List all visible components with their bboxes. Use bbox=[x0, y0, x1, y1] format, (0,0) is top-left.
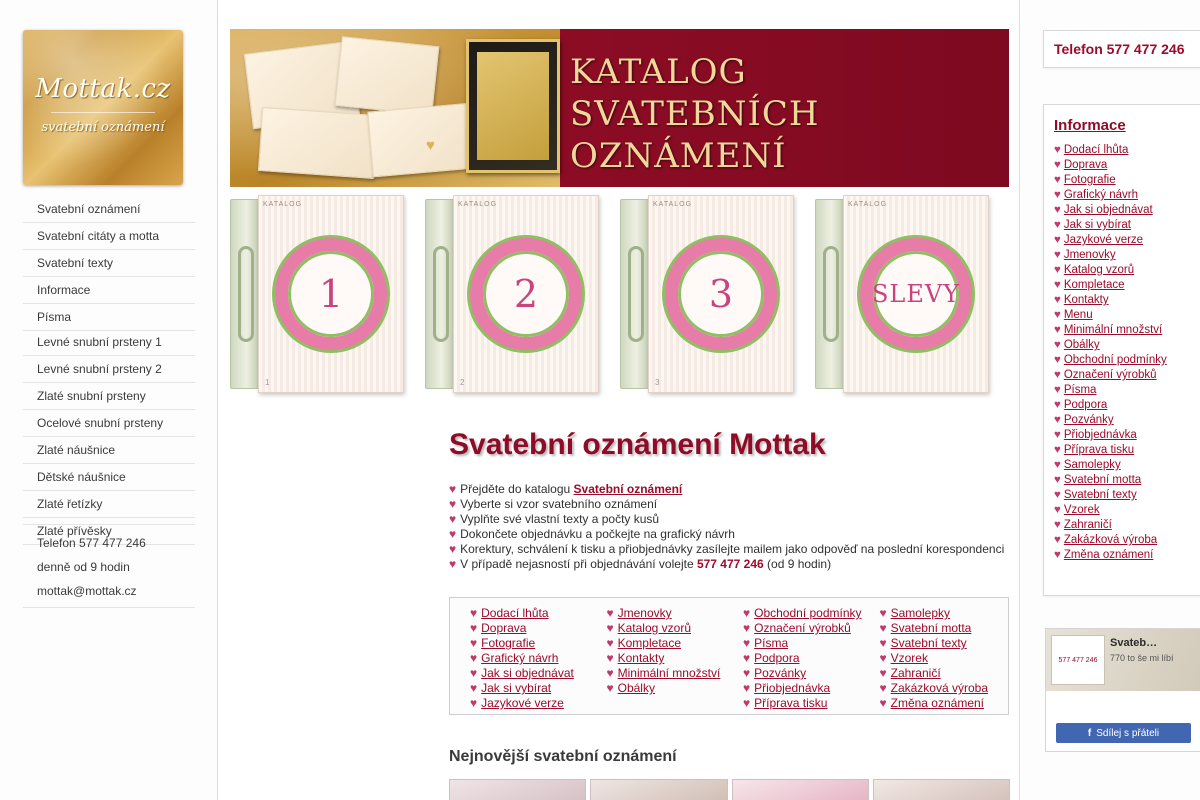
list-item bbox=[1054, 158, 1200, 173]
heart-icon: ♥ bbox=[606, 651, 614, 665]
main-content bbox=[219, 0, 1020, 800]
list-item bbox=[1054, 503, 1200, 518]
info-link-samolepky[interactable]: Samolepky bbox=[1063, 459, 1121, 471]
information-panel bbox=[1043, 104, 1200, 596]
sidebar-item-zlate-prsteny[interactable]: Zlaté snubní prsteny bbox=[23, 383, 195, 410]
phone-banner bbox=[1043, 30, 1200, 68]
heart-icon: ♥ bbox=[449, 512, 457, 526]
heart-icon: ♥ bbox=[1054, 279, 1061, 291]
link-kompletace[interactable]: Kompletace bbox=[617, 636, 681, 650]
list-item bbox=[1054, 413, 1200, 428]
list-item bbox=[449, 527, 1009, 542]
heart-icon: ♥ bbox=[1054, 369, 1061, 381]
logo-primary-text: Mottak.cz bbox=[35, 74, 171, 104]
heart-icon: ♥ bbox=[1054, 549, 1061, 561]
catalog-corner-number: 1 bbox=[265, 378, 270, 387]
info-link-priobjednavka[interactable]: Přiobjednávka bbox=[1063, 429, 1137, 441]
catalog-label: KATALOG bbox=[653, 201, 693, 208]
bullet-text: V případě nejasností při objednávání volejte bbox=[460, 557, 697, 571]
heart-icon: ♥ bbox=[449, 497, 457, 511]
list-item bbox=[449, 542, 1009, 557]
heart-icon: ♥ bbox=[1054, 294, 1061, 306]
catalog-number: 3 bbox=[708, 272, 734, 316]
list-item bbox=[449, 482, 1009, 497]
list-item bbox=[470, 651, 593, 666]
heart-icon: ♥ bbox=[1054, 384, 1061, 396]
sidebar-item-detske-nausnice[interactable]: Dětské náušnice bbox=[23, 464, 195, 491]
list-item bbox=[470, 636, 593, 651]
catalog-corner-number: 2 bbox=[460, 378, 465, 387]
heart-icon: ♥ bbox=[1054, 429, 1061, 441]
heart-icon: ♥ bbox=[470, 696, 478, 710]
product-thumbnail[interactable] bbox=[732, 779, 869, 800]
catalog-number: 1 bbox=[318, 272, 344, 316]
contact-phone-inline: 577 477 246 bbox=[696, 557, 764, 571]
link-pozvanky[interactable]: Pozvánky bbox=[754, 666, 807, 680]
heart-icon: ♥ bbox=[449, 557, 457, 571]
product-thumbnail[interactable] bbox=[873, 779, 1010, 800]
heart-icon: ♥ bbox=[743, 651, 751, 665]
info-link-jazykove-verze[interactable]: Jazykové verze bbox=[1063, 234, 1144, 246]
list-item bbox=[1054, 518, 1200, 533]
heart-icon: ♥ bbox=[879, 606, 887, 620]
list-item bbox=[1054, 398, 1200, 413]
info-link-minimalni-mnozstvi[interactable]: Minimální množství bbox=[1063, 324, 1163, 336]
information-panel-header: Informace bbox=[1054, 117, 1126, 134]
link-svatebni-texty[interactable]: Svatební texty bbox=[890, 636, 967, 650]
catalog-corner-number: 3 bbox=[655, 378, 660, 387]
heart-icon: ♥ bbox=[879, 666, 887, 680]
facebook-like-count: 770 to še mi líbí bbox=[1110, 653, 1174, 663]
list-item bbox=[1054, 323, 1200, 338]
sidebar-main-nav bbox=[23, 196, 195, 331]
heart-icon: ♥ bbox=[1054, 174, 1061, 186]
heart-icon: ♥ bbox=[1054, 204, 1061, 216]
catalog-book-2[interactable] bbox=[425, 195, 599, 393]
sidebar-item-zlate-privesky[interactable]: Zlaté přívěsky bbox=[23, 518, 195, 545]
heart-icon: ♥ bbox=[1054, 489, 1061, 501]
list-item bbox=[470, 681, 593, 696]
list-item bbox=[880, 681, 1003, 696]
book-spine bbox=[815, 199, 845, 389]
heart-icon: ♥ bbox=[449, 542, 457, 556]
list-item bbox=[449, 497, 1009, 512]
list-item bbox=[743, 666, 866, 681]
heart-icon: ♥ bbox=[879, 636, 887, 650]
bullet-text: Přejděte do katalogu bbox=[460, 482, 574, 496]
list-item bbox=[607, 621, 730, 636]
book-handle bbox=[238, 246, 254, 342]
heart-icon: ♥ bbox=[743, 666, 751, 680]
page-title: Svatební oznámení Mottak bbox=[449, 428, 826, 461]
link-jmenovky[interactable]: Jmenovky bbox=[617, 606, 672, 620]
info-link-dodaci-lhuta[interactable]: Dodací lhůta bbox=[1063, 144, 1129, 156]
heart-icon: ♥ bbox=[606, 621, 614, 635]
list-item bbox=[1054, 383, 1200, 398]
left-sidebar bbox=[0, 0, 218, 800]
list-item bbox=[1054, 488, 1200, 503]
sidebar-item-pisma[interactable]: Písma bbox=[23, 304, 195, 331]
sidebar-phone: Telefon 577 477 246 bbox=[37, 536, 146, 550]
list-item bbox=[1054, 338, 1200, 353]
facebook-icon: f bbox=[1087, 727, 1092, 739]
heart-icon: ♥ bbox=[606, 666, 614, 680]
info-link-jak-si-objednavat[interactable]: Jak si objednávat bbox=[1063, 204, 1153, 216]
list-item bbox=[743, 621, 866, 636]
list-item bbox=[880, 651, 1003, 666]
list-item bbox=[743, 651, 866, 666]
sidebar-item-zlate-retizky[interactable]: Zlaté řetízky bbox=[23, 491, 195, 518]
site-logo[interactable] bbox=[23, 30, 183, 185]
catalog-number: SLEVY bbox=[871, 280, 961, 308]
link-dodaci-lhuta[interactable]: Dodací lhůta bbox=[481, 606, 549, 620]
list-item bbox=[743, 696, 866, 711]
link-samolepky[interactable]: Samolepky bbox=[890, 606, 950, 620]
logo-divider bbox=[51, 112, 155, 113]
list-item bbox=[1054, 218, 1200, 233]
sidebar-contact-block bbox=[23, 524, 195, 608]
info-link-jak-si-vybirat[interactable]: Jak si vybírat bbox=[1063, 219, 1131, 231]
floral-wreath-decoration bbox=[470, 238, 582, 350]
sidebar-item-zlate-nausnice[interactable]: Zlaté náušnice bbox=[23, 437, 195, 464]
list-item bbox=[1054, 293, 1200, 308]
book-cover bbox=[453, 195, 599, 393]
book-cover bbox=[258, 195, 404, 393]
list-item bbox=[1054, 443, 1200, 458]
sidebar-item-levne-prsteny-1[interactable]: Levné snubní prsteny 1 bbox=[23, 329, 195, 356]
heart-icon: ♥ bbox=[1054, 324, 1061, 336]
floral-wreath-decoration bbox=[665, 238, 777, 350]
facebook-page-widget[interactable] bbox=[1045, 628, 1200, 752]
sidebar-item-citaty-motta[interactable]: Svatební citáty a motta bbox=[23, 223, 195, 250]
sidebar-item-svatebni-oznameni[interactable]: Svatební oznámení bbox=[23, 196, 195, 223]
bullet-text: Korektury, schválení k tisku a přiobjednávky zasílejte mailem jako odpověď na poslední korespondenci bbox=[460, 542, 1005, 556]
book-handle bbox=[823, 246, 839, 342]
bullet-text: Vyplňte své vlastní texty a počty kusů bbox=[460, 512, 660, 526]
list-item bbox=[1054, 428, 1200, 443]
info-link-fotografie[interactable]: Fotografie bbox=[1063, 174, 1116, 186]
link-minimalni-mnozstvi[interactable]: Minimální množství bbox=[617, 666, 721, 680]
link-column-1 bbox=[456, 606, 593, 711]
link-graficky-navrh[interactable]: Grafický návrh bbox=[481, 651, 559, 665]
info-link-podpora[interactable]: Podpora bbox=[1063, 399, 1108, 411]
facebook-page-name: Svateb… bbox=[1110, 637, 1158, 649]
info-link-doprava[interactable]: Doprava bbox=[1063, 159, 1108, 171]
heart-icon: ♥ bbox=[1054, 309, 1061, 321]
heart-icon: ♥ bbox=[1054, 459, 1061, 471]
link-oznaceni-vyrobku[interactable]: Označení výrobků bbox=[754, 621, 851, 635]
list-item bbox=[1054, 263, 1200, 278]
heart-icon: ♥ bbox=[449, 482, 457, 496]
info-link-pisma[interactable]: Písma bbox=[1063, 384, 1097, 396]
list-item bbox=[1054, 203, 1200, 218]
heart-icon: ♥ bbox=[1054, 534, 1061, 546]
info-link-obchodni-podminky[interactable]: Obchodní podmínky bbox=[1063, 354, 1167, 366]
info-link-priprava-tisku[interactable]: Příprava tisku bbox=[1063, 444, 1135, 456]
logo-secondary-text: svatební oznámení bbox=[41, 120, 165, 135]
info-link-oznaceni-vyrobku[interactable]: Označení výrobků bbox=[1063, 369, 1157, 381]
invitation-card-decoration bbox=[335, 36, 440, 116]
heart-icon: ♥ bbox=[606, 606, 614, 620]
heart-icon: ♥ bbox=[449, 527, 457, 541]
list-item bbox=[1054, 248, 1200, 263]
link-svatebni-oznameni[interactable]: Svatební oznámení bbox=[573, 482, 683, 496]
heart-icon: ♥ bbox=[470, 666, 478, 680]
info-link-svatebni-texty[interactable]: Svatební texty bbox=[1063, 489, 1137, 501]
link-column-2 bbox=[593, 606, 730, 711]
heart-icon: ♥ bbox=[1054, 474, 1061, 486]
list-item bbox=[607, 651, 730, 666]
heart-icon: ♥ bbox=[606, 636, 614, 650]
section-heading-newest: Nejnovější svatební oznámení bbox=[449, 748, 677, 765]
floral-wreath-decoration bbox=[275, 238, 387, 350]
catalog-book-slevy[interactable] bbox=[815, 195, 989, 393]
list-item bbox=[1054, 278, 1200, 293]
heart-icon: ♥ bbox=[743, 606, 751, 620]
link-doprava[interactable]: Doprava bbox=[481, 621, 527, 635]
facebook-share-button[interactable] bbox=[1056, 723, 1191, 743]
link-svatebni-motta[interactable]: Svatební motta bbox=[890, 621, 972, 635]
link-zahranici[interactable]: Zahraničí bbox=[890, 666, 941, 680]
info-link-zmena-oznameni[interactable]: Změna oznámení bbox=[1063, 549, 1154, 561]
book-cover bbox=[648, 195, 794, 393]
link-obchodni-podminky[interactable]: Obchodní podmínky bbox=[754, 606, 862, 620]
link-zmena-oznameni[interactable]: Změna oznámení bbox=[890, 696, 985, 710]
link-katalog-vzoru[interactable]: Katalog vzorů bbox=[617, 621, 692, 635]
list-item bbox=[607, 636, 730, 651]
heart-icon: ♥ bbox=[1054, 144, 1061, 156]
banner-title-line-1: KATALOG bbox=[570, 52, 747, 92]
catalog-label: KATALOG bbox=[848, 201, 888, 208]
heart-icon: ♥ bbox=[1054, 399, 1061, 411]
list-item bbox=[1054, 143, 1200, 158]
info-link-pozvanky[interactable]: Pozvánky bbox=[1063, 414, 1114, 426]
catalog-book-3[interactable] bbox=[620, 195, 794, 393]
heart-icon: ♥ bbox=[879, 696, 887, 710]
facebook-badge-phone: 577 477 246 bbox=[1058, 656, 1098, 664]
heart-icon: ♥ bbox=[743, 681, 751, 695]
info-link-zahranici[interactable]: Zahraničí bbox=[1063, 519, 1112, 531]
link-fotografie[interactable]: Fotografie bbox=[481, 636, 536, 650]
sidebar-item-svatebni-texty[interactable]: Svatební texty bbox=[23, 250, 195, 277]
sidebar-hours: denně od 9 hodin bbox=[37, 560, 130, 574]
heart-icon: ♥ bbox=[1054, 504, 1061, 516]
list-item bbox=[470, 696, 593, 711]
info-link-kontakty[interactable]: Kontakty bbox=[1063, 294, 1109, 306]
list-item bbox=[1054, 473, 1200, 488]
list-item bbox=[1054, 353, 1200, 368]
list-item bbox=[470, 621, 593, 636]
link-jak-si-vybirat[interactable]: Jak si vybírat bbox=[481, 681, 552, 695]
heart-icon: ♥ bbox=[426, 137, 435, 154]
catalog-book-1[interactable] bbox=[230, 195, 404, 393]
list-item bbox=[1054, 458, 1200, 473]
heart-icon: ♥ bbox=[470, 621, 478, 635]
info-link-menu[interactable]: Menu bbox=[1063, 309, 1093, 321]
heart-icon: ♥ bbox=[1054, 234, 1061, 246]
invitation-card-decoration bbox=[367, 103, 476, 178]
banner-title bbox=[570, 51, 1000, 177]
list-item bbox=[880, 621, 1003, 636]
list-item bbox=[470, 666, 593, 681]
link-priobjednavka[interactable]: Přiobjednávka bbox=[754, 681, 831, 695]
link-column-3 bbox=[729, 606, 866, 711]
book-handle bbox=[628, 246, 644, 342]
list-item bbox=[1054, 173, 1200, 188]
info-link-jmenovky[interactable]: Jmenovky bbox=[1063, 249, 1116, 261]
product-thumbnail[interactable] bbox=[590, 779, 727, 800]
book-spine bbox=[425, 199, 455, 389]
info-link-zakazkova-vyroba[interactable]: Zakázková výroba bbox=[1063, 534, 1158, 546]
sidebar-item-ocelove-prsteny[interactable]: Ocelové snubní prsteny bbox=[23, 410, 195, 437]
book-spine bbox=[620, 199, 650, 389]
list-item bbox=[607, 606, 730, 621]
info-link-kompletace[interactable]: Kompletace bbox=[1063, 279, 1125, 291]
list-item bbox=[1054, 233, 1200, 248]
banner-gold-background bbox=[230, 29, 560, 187]
list-item bbox=[1054, 368, 1200, 383]
heart-icon: ♥ bbox=[470, 651, 478, 665]
list-item bbox=[1054, 548, 1200, 563]
banner-title-line-2: SVATEBNÍCH bbox=[570, 94, 820, 134]
catalog-label: KATALOG bbox=[263, 201, 303, 208]
info-link-graficky-navrh[interactable]: Grafický návrh bbox=[1063, 189, 1138, 201]
invitation-card-decoration bbox=[258, 107, 378, 179]
list-item bbox=[880, 666, 1003, 681]
list-item bbox=[743, 681, 866, 696]
sidebar-jewelry-nav bbox=[23, 329, 195, 545]
heart-icon: ♥ bbox=[879, 651, 887, 665]
banner-title-line-3: OZNÁMENÍ bbox=[570, 136, 787, 176]
book-handle bbox=[433, 246, 449, 342]
link-obalky[interactable]: Obálky bbox=[617, 681, 655, 695]
list-item bbox=[607, 681, 730, 696]
catalog-banner[interactable] bbox=[230, 29, 1009, 187]
heart-icon: ♥ bbox=[1054, 189, 1061, 201]
gold-invitation-decoration bbox=[466, 39, 560, 173]
heart-icon: ♥ bbox=[1054, 354, 1061, 366]
heart-icon: ♥ bbox=[743, 636, 751, 650]
sidebar-item-levne-prsteny-2[interactable]: Levné snubní prsteny 2 bbox=[23, 356, 195, 383]
heart-icon: ♥ bbox=[470, 636, 478, 650]
list-item bbox=[880, 606, 1003, 621]
sidebar-email[interactable]: mottak@mottak.cz bbox=[23, 579, 195, 608]
floral-wreath-decoration bbox=[860, 238, 972, 350]
heart-icon: ♥ bbox=[1054, 519, 1061, 531]
list-item bbox=[1054, 188, 1200, 203]
link-zakazkova-vyroba[interactable]: Zakázková výroba bbox=[890, 681, 989, 695]
list-item bbox=[470, 606, 593, 621]
info-link-katalog-vzoru[interactable]: Katalog vzorů bbox=[1063, 264, 1135, 276]
list-item bbox=[1054, 533, 1200, 548]
heart-icon: ♥ bbox=[743, 621, 751, 635]
list-item bbox=[880, 696, 1003, 711]
link-kontakty[interactable]: Kontakty bbox=[617, 651, 665, 665]
facebook-profile-avatar bbox=[1051, 635, 1105, 685]
heart-icon: ♥ bbox=[1054, 339, 1061, 351]
list-item bbox=[1054, 308, 1200, 323]
facebook-share-label: Sdílej s přáteli bbox=[1096, 727, 1160, 739]
link-jak-si-objednavat[interactable]: Jak si objednávat bbox=[481, 666, 574, 680]
heart-icon: ♥ bbox=[470, 606, 478, 620]
bullet-text-suffix: (od 9 hodin) bbox=[763, 557, 832, 571]
link-priprava-tisku[interactable]: Příprava tisku bbox=[754, 696, 828, 710]
catalog-label: KATALOG bbox=[458, 201, 498, 208]
sidebar-item-informace[interactable]: Informace bbox=[23, 277, 195, 304]
link-column-4 bbox=[866, 606, 1003, 711]
link-jazykove-verze[interactable]: Jazykové verze bbox=[481, 696, 564, 710]
heart-icon: ♥ bbox=[743, 696, 751, 710]
heart-icon: ♥ bbox=[470, 681, 478, 695]
info-link-vzorek[interactable]: Vzorek bbox=[1063, 504, 1100, 516]
list-item bbox=[449, 512, 1009, 527]
link-podpora[interactable]: Podpora bbox=[754, 651, 800, 665]
list-item bbox=[743, 636, 866, 651]
book-spine bbox=[230, 199, 260, 389]
heart-icon: ♥ bbox=[1054, 264, 1061, 276]
book-cover bbox=[843, 195, 989, 393]
heart-icon: ♥ bbox=[1054, 444, 1061, 456]
list-item bbox=[449, 557, 1009, 572]
catalog-number: 2 bbox=[513, 272, 539, 316]
bullet-text: Vyberte si vzor svatebního oznámení bbox=[460, 497, 658, 511]
instruction-list bbox=[449, 482, 1009, 572]
information-link-box bbox=[449, 597, 1009, 715]
heart-icon: ♥ bbox=[1054, 414, 1061, 426]
catalog-thumbnail-row bbox=[230, 191, 1009, 399]
heart-icon: ♥ bbox=[1054, 249, 1061, 261]
heart-icon: ♥ bbox=[879, 681, 887, 695]
heart-icon: ♥ bbox=[1054, 159, 1061, 171]
phone-number: Telefon 577 477 246 bbox=[1054, 41, 1185, 57]
list-item bbox=[607, 666, 730, 681]
bullet-text: Dokončete objednávku a počkejte na grafický návrh bbox=[460, 527, 735, 541]
link-vzorek[interactable]: Vzorek bbox=[890, 651, 928, 665]
info-link-svatebni-motta[interactable]: Svatební motta bbox=[1063, 474, 1142, 486]
info-link-obalky[interactable]: Obálky bbox=[1063, 339, 1100, 351]
product-thumbnail[interactable] bbox=[449, 779, 586, 800]
list-item bbox=[743, 606, 866, 621]
list-item bbox=[880, 636, 1003, 651]
heart-icon: ♥ bbox=[606, 681, 614, 695]
heart-icon: ♥ bbox=[879, 621, 887, 635]
link-pisma[interactable]: Písma bbox=[754, 636, 789, 650]
heart-icon: ♥ bbox=[1054, 219, 1061, 231]
newest-products-row bbox=[449, 779, 1010, 800]
